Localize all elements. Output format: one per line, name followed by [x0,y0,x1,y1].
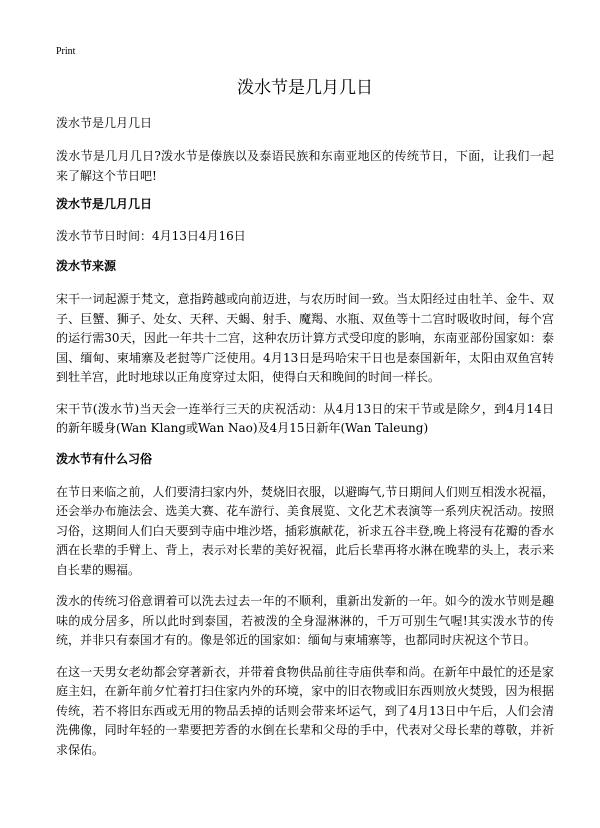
section-heading-date: 泼水节是几月几日 [56,197,153,211]
customs-paragraph-3: 在这一天男女老幼都会穿著新衣，并带着食物供品前往寺庙供奉和尚。在新年中最忙的还是家庭主妇，在新年前夕忙着打扫住家内外的环境，家中的旧衣物或旧东西则放火焚毁，因为根据传统，若不将旧东西或无用的物品丢掉的话则会带来坏运气，到了4月13日中午后，人们会清洗佛像，同时年轻的一辈要把芳香的水倒在长辈和父母的手中，代表对父母长辈的尊敬，并祈求保佑。 [56,664,554,757]
customs-paragraph-1: 在节日来临之前，人们要清扫家内外，焚烧旧衣服，以避晦气,节日期间人们则互相泼水祝福，还会举办布施法会、选美大赛、花车游行、美食展览、文化艺术表演等一系列庆祝活动。按照习俗，这期间人们白天要到寺庙中堆沙塔，插彩旗献花，祈求五谷丰登,晚上将浸有花瓣的香水洒在长辈的手臂上、背上，表示对长辈的美好祝福，此后长辈再将水淋在晚辈的头上，表示来自长辈的赐福。 [56,484,554,577]
origin-paragraph-2: 宋干节(泼水节)当天会一连举行三天的庆祝活动：从4月13日的宋干节或是除夕，到4月14日的新年暖身(Wan Klang或Wan Nao)及4月15日新年(Wan Taleung) [56,401,554,435]
document-subtitle: 泼水节是几月几日 [56,116,153,130]
section-heading-customs: 泼水节有什么习俗 [56,451,153,466]
print-link[interactable]: Print [56,46,76,57]
page-title: 泼水节是几月几日 [237,78,373,98]
intro-paragraph: 泼水节是几月几日?泼水节是傣族以及泰语民族和东南亚地区的传统节日，下面，让我们一起来了解这个节日吧! [56,149,554,183]
origin-paragraph-1: 宋干一词起源于梵文，意指跨越或向前迈进，与农历时间一致。当太阳经过由牡羊、金牛、双子、巨蟹、狮子、处女、天秤、天蝎、射手、魔羯、水瓶、双鱼等十二宫时吸收时间，每个宫的运行需30天，因此一年共十二宫，这种农历计算方式受印度的影响，东南亚部份国家如：泰国、缅甸、柬埔寨及老挝等广泛使用。4月13日是玛哈宋干日也是泰国新年，太阳由双鱼宫转到牡羊宫，此时地球以正角度穿过太阳，使得白天和晚间的时间一样长。 [56,292,554,384]
customs-paragraph-2: 泼水的传统习俗意谓着可以洗去过去一年的不顺利，重新出发新的一年。如今的泼水节则是趣味的成分居多，所以此时到泰国，若被泼的全身湿淋淋的，千万可别生气喔!其实泼水节的传统，并非只有泰国才有的。像是邻近的国家如：缅甸与柬埔寨等，也都同时庆祝这个节日。 [56,594,554,647]
festival-date-line: 泼水节节日时间：4月13日4月16日 [56,229,246,243]
section-heading-origin: 泼水节来源 [56,259,117,273]
